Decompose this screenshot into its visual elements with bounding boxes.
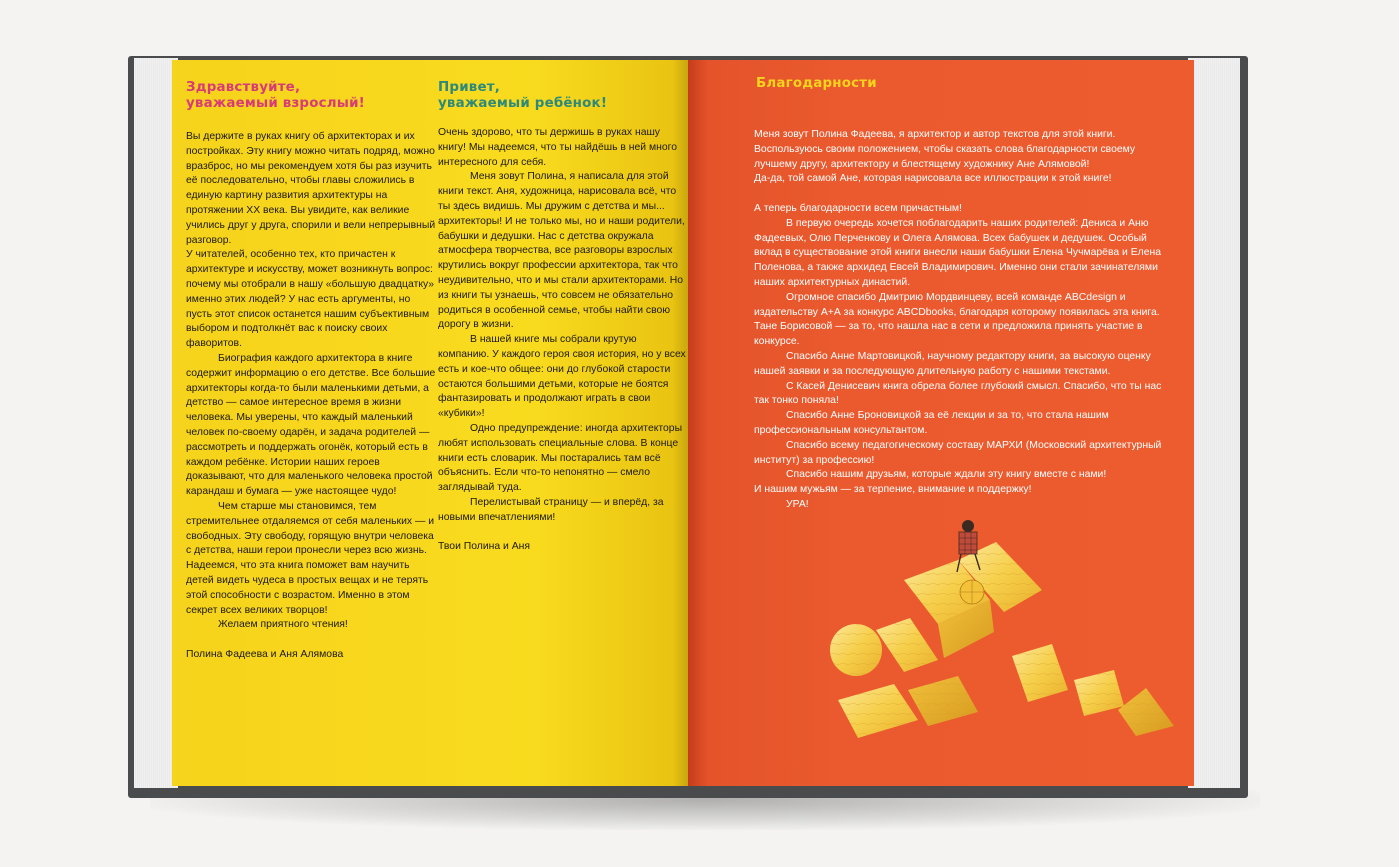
closing-line: И нашим мужьям — за терпение, внимание и поддержку! (754, 484, 1032, 496)
intro-line: Воспользуюсь своим положением, чтобы сказать слова благодарности своему (754, 143, 1136, 155)
adult-paragraph: Чем старше мы становимся, тем стремительнее отдаляемся от себя маленьких — и свободных. Эту свободу, горящую внутри человека с детства, наши герои пронесли через всю жизнь. Надеемся, что эта книга поможет вам научить детей видеть чудеса в простых вещах и не терять этой способности с возрастом. Именно в этом секрет всех великих творцов! (186, 500, 435, 616)
hooray: УРА! (786, 498, 809, 510)
block-base-mid (908, 676, 978, 726)
thanks-paragraph: Спасибо Анне Мартовицкой, научному редактору книги, за высокую оценку нашей заявки и за последующую длительную работу с нашими текстами. (754, 350, 1151, 377)
block-cube-right (1012, 644, 1068, 702)
thanks-paragraph: В первую очередь хочется поблагодарить наших родителей: Дениса и Аню Фадеевых, Олю Перченкову и Олега Алямова. Всех бабушек и дедушек. Особый вклад в существование этой книги внесли наши бабушки Елена Чучмарёва и Елена Поленова, а также архидед Евсей Владимирович. Именно они стали зачинателями наших архитектурных династий. (754, 217, 1162, 288)
intro-line: Меня зовут Полина Фадеева, я архитектор и автор текстов для этой книги. (754, 129, 1116, 140)
adult-paragraph: У читателей, особенно тех, кто причастен к архитектуре и искусству, может возникнуть вопрос: почему мы отобрали в нашу «большую двадцатку» именно этих людей? У нас есть аргументы, но пусть этот список останется нашим субъективным выбором и подтолкнёт вас к поиску своих фаворитов. (186, 249, 435, 350)
block-pillar-left (876, 618, 938, 672)
block-base-left (838, 684, 918, 738)
heading-adult (186, 80, 365, 112)
building-blocks-illustration (818, 520, 1178, 745)
acknowledgements-text (754, 128, 1174, 513)
acknowledgements-heading: Благодарности (756, 76, 877, 91)
child-paragraph: Одно предупреждение: иногда архитекторы любят использовать специальные слова. В конце книги есть словарик. Мы постарались там всё объяснить. Если что-то непонятно — смело заглядывай туда. (438, 422, 683, 494)
child-paragraph: Перелистывай страницу — и вперёд, за новыми впечатлениями! (438, 496, 664, 523)
block-prism (1118, 688, 1174, 736)
heading-child-line-2: уважаемый ребёнок! (438, 96, 608, 111)
heading-child (438, 80, 607, 112)
thanks-paragraph: Спасибо нашим друзьям, которые ждали эту книгу вместе с нами! (786, 469, 1107, 481)
adult-signature: Полина Фадеева и Аня Алямова (186, 648, 344, 660)
thanks-paragraph: С Касей Денисевич книга обрела более глубокий смысл. Спасибо, что ты нас так тонко поняла! (754, 380, 1162, 407)
thanks-paragraph: Спасибо Анне Броновицкой за её лекции и за то, что стала нашим профессиональным консультантом. (754, 410, 1109, 436)
heading-adult-line-2: уважаемый взрослый! (186, 96, 365, 111)
block-cube-far (1074, 670, 1124, 716)
intro-line: лучшему другу, архитектору и блестящему художнику Ане Алямовой! (754, 158, 1090, 170)
heading-adult-line-1: Здравствуйте, (186, 80, 301, 95)
thanks-paragraph: Огромное спасибо Дмитрию Мордвинцеву, всей команде ABCdesign и издательству А+А за конкурс ABCDbooks, благодаря которому появилась эта книга. Тане Борисовой — за то, что нашла нас в сети и предложила принять участие в конкурсе. (754, 291, 1160, 348)
block-ball-small (960, 580, 984, 604)
child-signature: Твои Полина и Аня (438, 541, 531, 553)
right-page (688, 60, 1194, 786)
intro-line: Да-да, той самой Ане, которая нарисовала все иллюстрации к этой книге! (754, 173, 1112, 185)
child-paragraph: Очень здорово, что ты держишь в руках нашу книгу! Мы надеемся, что ты найдёшь в ней много интересного для себя. (438, 127, 677, 168)
block-sphere (830, 624, 882, 676)
thanks-paragraph: Спасибо всему педагогическому составу МАРХИ (Московский архитектурный институт) за профессию! (754, 439, 1162, 466)
thanks-intro: А теперь благодарности всем причастным! (754, 202, 962, 214)
adult-letter (186, 130, 438, 663)
heading-child-line-1: Привет, (438, 80, 500, 95)
child-paragraph: Меня зовут Полина, я написала для этой книги текст. Аня, художница, нарисовала всё, что ты здесь видишь. Мы дружим с детства и мы... архитекторы! И не только мы, но и наши родители, бабушки и дедушки. Нас с детства окружала атмосфера творчества, все разговоры взрослых крутились вокруг профессии архитектора, так что неудивительно, что и мы стали архитекторами. Но из книги ты узнаешь, что совсем не обязательно родиться в особенной семье, чтобы найти свою дорогу в жизни. (438, 171, 685, 331)
adult-paragraph: Желаем приятного чтения! (218, 619, 348, 631)
page-edges-right (1188, 58, 1240, 788)
child-paragraph: В нашей книге мы собрали крутую компанию. У каждого героя своя история, но у всех есть и кое-что общее: они до глубокой старости остаются большими детьми, которые не боятся фантазировать и продолжают играть в свои «кубики»! (438, 334, 686, 420)
adult-paragraph: Биография каждого архитектора в книге содержит информацию о его детстве. Все большие архитекторы когда-то были маленькими детьми, а детство — самое интересное время в жизни человека. Мы уверены, что каждый маленький человек по-своему одарён, и задача родителей — рассмотреть и поддержать огонёк, который есть в каждом ребёнке. Истории наших героев доказывают, что для маленького человека простой карандаш и бумага — уже настоящее чудо! (186, 352, 436, 498)
adult-paragraph: Вы держите в руках книгу об архитекторах и их постройках. Эту книгу можно читать подряд, можно вразброс, но мы рекомендуем хотя бы раз изучить её последовательно, чтобы главы сложились в единую картину развития архитектуры на протяжении XX века. Вы увидите, как великие учились друг у друга, спорили и вели непрерывный разговор. (186, 131, 436, 246)
left-page (172, 60, 688, 786)
child-letter (438, 126, 688, 555)
